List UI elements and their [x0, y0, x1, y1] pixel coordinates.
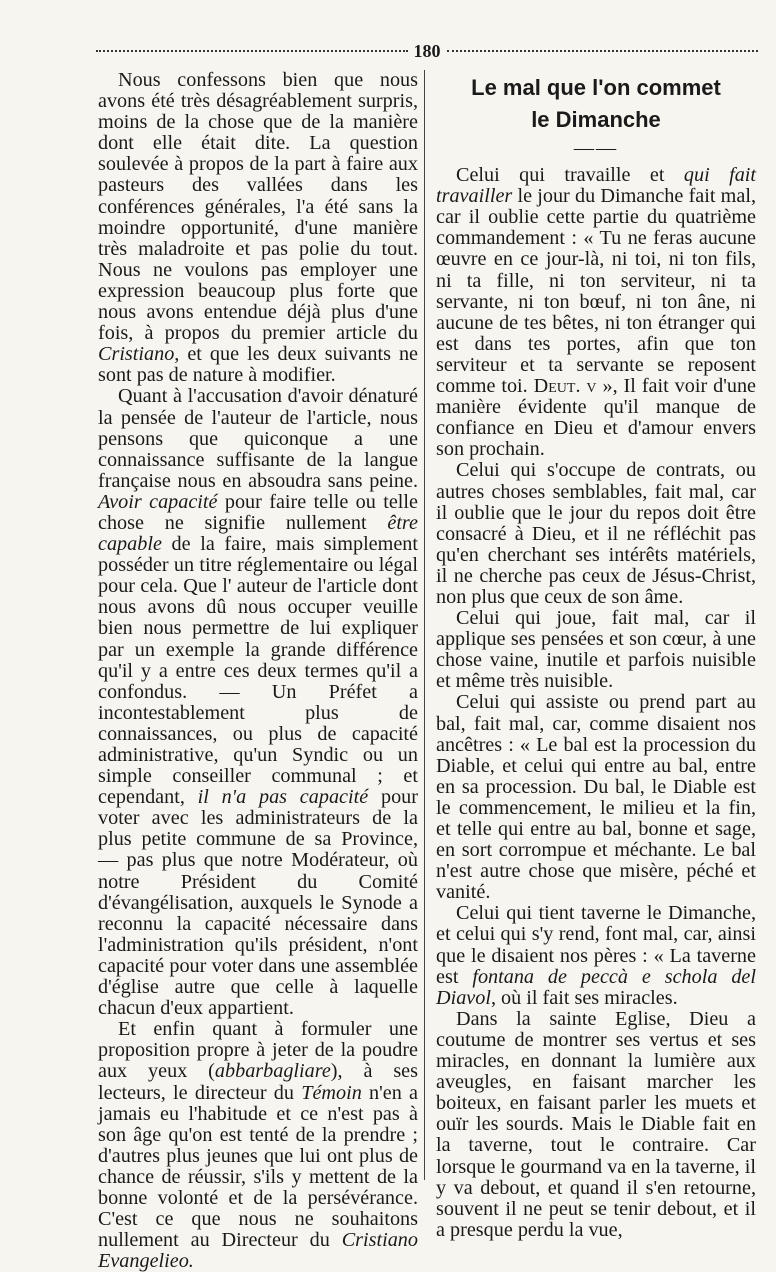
italic-text: Cristiano: [98, 343, 175, 366]
column-divider: [424, 70, 425, 1180]
text-run: ), à ses lecteurs, le directeur du: [98, 1060, 418, 1104]
text-run: Celui qui s'occupe de contrats, ou autres choses semblables, fait mal, car il oublie que le jour du repos doit être consacré à Dieu, et il ne réfléchit pas qu'en cherchant ses intérêts matériels, il ne cherche pas ceux de Jésus-Christ, non plus que ceux de son âme.: [436, 459, 756, 608]
paragraph: [436, 1009, 756, 1241]
paragraph: [98, 1019, 418, 1272]
small-caps-text: Deut. v: [533, 375, 597, 398]
page-header: [96, 40, 758, 62]
article-body: [436, 165, 756, 1241]
text-run: pour faire telle ou telle chose ne signifie nullement: [98, 490, 418, 534]
text-run: Celui qui joue, fait mal, car il applique ses pensées et son cœur, à une chose vaine, inutile et parfois nuisible et même très nuisible.: [436, 607, 756, 693]
italic-text: qui fait travailler: [436, 164, 757, 208]
paragraph: [98, 386, 418, 1019]
text-run: n'en a jamais eu l'habitude et ce n'est pas à son âge qu'on est tenté de la prendre ; d'autres plus jeunes que lui ont plus de chance de réussir, s'ils y mettent de la bonne volonté et de la persévérance. C'est ce que nous ne souhaitons nullement au Directeur du: [98, 1081, 419, 1252]
italic-text: il n'a pas capacité: [197, 786, 369, 809]
paragraph: [436, 692, 756, 903]
text-run: Celui qui travaille et: [456, 164, 684, 187]
italic-text: abbarbagliare: [214, 1060, 331, 1083]
text-run: , où il fait ses miracles.: [490, 986, 678, 1009]
text-run: », Il fait voir d'une manière évidente qu'il manque de confiance en Dieu et d'amour envers son prochain.: [436, 375, 756, 461]
paragraph: [436, 608, 756, 692]
italic-text: fontana de peccà e schola del Diavol: [436, 965, 756, 1009]
italic-text: Avoir capacité: [98, 490, 218, 513]
text-run: Nous confessons bien que nous avons été très désagréablement surpris, moins de la chose que de la manière dont elle était dite. La question soulevée à propos de la part à faire aux pasteurs des vallées dans les conférences générales, l'a été sans la moindre opportunité, d'une manière très maladroite et pas polie du tout. Nous ne voulons pas employer une expression beaucoup plus forte que nous avons entendue déjà plus d'une fois, à propos du premier article du: [98, 69, 418, 345]
text-run: de la faire, mais simplement posséder un titre réglementaire ou légal pour cela. Que l' auteur de l'article dont nous avons dû nous occuper veuille bien nous permettre de lui expliquer par un exemple la grande différence qu'il y a entre ces deux termes qu'il a confondus. — Un Préfet a incontestablement plus de connaissances, ou plus de capacité administrative, qu'un Syndic ou un simple conseiller communal ; et cependant,: [98, 533, 418, 809]
text-run: le jour du Dimanche fait mal, car il oublie cette partie du quatrième commandement : « Tu ne feras aucune œuvre en ce jour-là, ni toi, ni ton fils, ni ta fille, ni ton serviteur, ni ta servante, ni ton bœuf, ni ton âne, ni aucune de tes bêtes, ni ton étranger qui est dans tes portes, afin que ton serviteur et ta servante se reposent comme toi.: [436, 185, 756, 398]
paragraph: [436, 903, 756, 1008]
paragraph: [98, 70, 418, 386]
italic-text: être capable: [98, 511, 418, 556]
right-column: [436, 70, 756, 1241]
title-separator: ——: [573, 137, 619, 159]
text-run: pour voter avec les administrateurs de la plus petite commune de sa Province, — pas plus que notre Modérateur, où notre Président du Comité d'évangélisation, auxquels le Synode a reconnu la capacité nécessaire dans l'administration qu'ils président, n'ont capacité pour voter dans une assemblée d'église autre que celle à laquelle chacun d'eux appartient.: [98, 786, 418, 1020]
page-number: 180: [413, 40, 441, 61]
text-run: , et que les deux suivants ne sont pas de nature à modifier.: [98, 343, 418, 387]
text-run: Et enfin quant à formuler une proposition propre à jeter de la poudre aux yeux (: [98, 1018, 418, 1083]
italic-text: Témoin: [301, 1081, 362, 1104]
text-run: Celui qui tient taverne le Dimanche, et celui qui s'y rend, font mal, car, ainsi que le disaient nos pères : « La taverne est: [436, 902, 756, 988]
paragraph: [436, 165, 756, 460]
article-title-line-1: Le mal que l'on commet: [471, 75, 721, 100]
article-title-line-2: le Dimanche: [531, 107, 661, 132]
header-rule-right: [447, 50, 759, 52]
text-run: Quant à l'accusation d'avoir dénaturé la pensée de l'auteur de l'article, nous pensons que quiconque a une connaissance suffisante de la langue française nous en absoudra sans peine.: [98, 385, 418, 492]
italic-text: Cristiano Evangelieo.: [98, 1229, 418, 1272]
left-column: [98, 70, 418, 1272]
paragraph: [436, 460, 756, 608]
header-rule-left: [96, 50, 408, 52]
text-run: Celui qui assiste ou prend part au bal, fait mal, car, comme disaient nos ancêtres : « Le bal est la procession du Diable, et celui qui entre au bal, entre en sa procession. Du bal, le Diable est le commencement, le milieu et la fin, et telle qui entre au bal, bonne et sage, en sort corrompue et méchante. Le bal n'est autre chose que misère, péché et vanité.: [436, 691, 756, 904]
text-run: Dans la sainte Eglise, Dieu a coutume de montrer ses vertus et ses miracles, en donnant la lumière aux aveugles, en faisant marcher les boiteux, en faisant parler les muets et ouïr les sourds. Mais le Diable fait en la taverne, tout le contraire. Car lorsque le gourmand va en la taverne, il y va debout, et quand il s'en retourne, souvent il ne peut se tenir debout, et il a presque perdu la vue,: [436, 1007, 756, 1241]
